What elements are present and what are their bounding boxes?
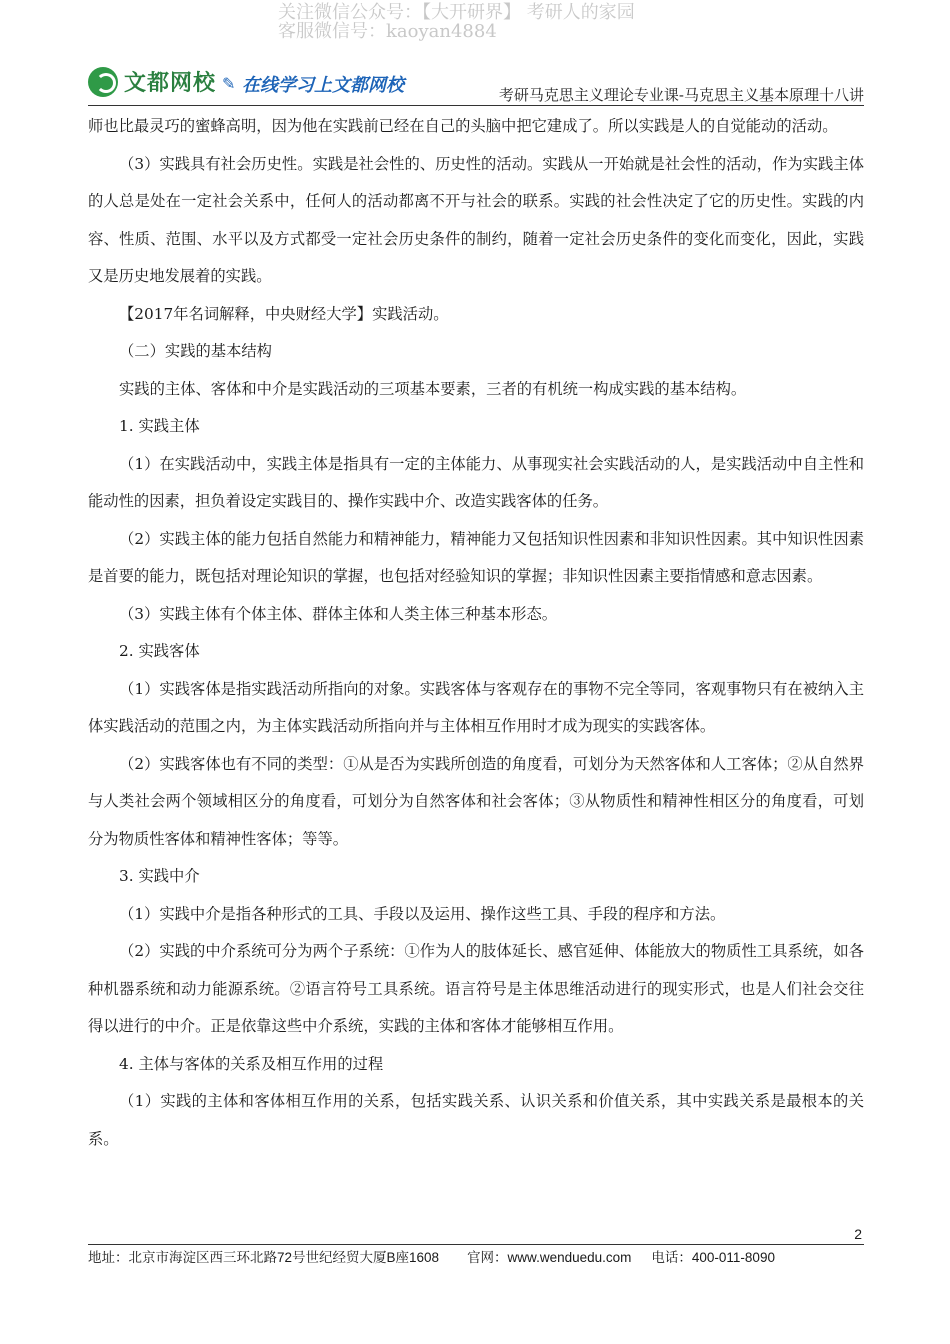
paragraph: 师也比最灵巧的蜜蜂高明，因为他在实践前已经在自己的头脑中把它建成了。所以实践是人的自觉能动的活动。 [88, 117, 838, 135]
paragraph: 4. 主体与客体的关系及相互作用的过程 [119, 1054, 384, 1073]
paragraph: 2. 实践客体 [119, 642, 200, 660]
footer-divider [88, 1244, 864, 1245]
brand-logo [88, 66, 216, 97]
paragraph: 1. 实践主体 [119, 417, 200, 435]
page-footer [88, 1246, 864, 1266]
logo-icon [88, 67, 118, 97]
watermark-line-1: 关注微信公众号：【大开研界】 考研人的家园 [278, 2, 635, 23]
header-divider [88, 105, 864, 106]
page-content [88, 108, 864, 1158]
slogan [222, 71, 404, 97]
slogan-text: 在线学习上文都网校 [242, 75, 404, 96]
paragraph: （3）实践具有社会历史性。实践是社会性的、历史性的活动。实践从一开始就是社会性的活动，作为实践主体的人总是处在一定社会关系中，任何人的活动都离不开与社会的联系。实践的社会性决定了它的历史性。实践的内容、性质、范围、水平以及方式都受一定社会历史条件的制约，随着一定社会历史条件的变化而变化，因此，实践又是历史地发展着的实践。 [88, 154, 864, 285]
paragraph: 【2017年名词解释，中央财经大学】实践活动。 [119, 304, 449, 323]
watermark-line-2: 客服微信号：kaoyan4884 [278, 21, 497, 42]
paragraph: （1）实践的主体和客体相互作用的关系，包括实践关系、认识关系和价值关系，其中实践关系是最根本的关系。 [88, 1092, 864, 1148]
paragraph: （1）在实践活动中，实践主体是指具有一定的主体能力、从事现实社会实践活动的人，是实践活动中自主性和能动性的因素，担负着设定实践目的、操作实践中介、改造实践客体的任务。 [88, 454, 864, 510]
page-number: 2 [854, 1226, 862, 1242]
page-header [88, 62, 864, 106]
paragraph: （2）实践主体的能力包括自然能力和精神能力，精神能力又包括知识性因素和非知识性因素。其中知识性因素是首要的能力，既包括对理论知识的掌握，也包括对经验知识的掌握；非知识性因素主要指情感和意志因素。 [88, 529, 864, 585]
paragraph: （1）实践中介是指各种形式的工具、手段以及运用、操作这些工具、手段的程序和方法。 [119, 904, 726, 923]
paragraph: 实践的主体、客体和中介是实践活动的三项基本要素，三者的有机统一构成实践的基本结构。 [119, 379, 747, 398]
pen-icon: ✎ [222, 74, 236, 93]
paragraph: （2）实践客体也有不同的类型：①从是否为实践所创造的角度看，可划分为天然客体和人工客体；②从自然界与人类社会两个领域相区分的角度看，可划分为自然客体和社会客体；③从物质性和精神性相区分的角度看，可划分为物质性客体和精神性客体；等等。 [88, 754, 864, 848]
paragraph: 3. 实践中介 [119, 867, 200, 885]
paragraph: （3）实践主体有个体主体、群体主体和人类主体三种基本形态。 [119, 604, 558, 623]
logo-text: 文都网校 [124, 71, 217, 96]
footer-website: 官网：www.wenduedu.com [467, 1250, 632, 1265]
paragraph: （2）实践的中介系统可分为两个子系统：①作为人的肢体延长、感官延伸、体能放大的物质性工具系统，如各种机器系统和动力能源系统。②语言符号工具系统。语言符号是主体思维活动进行的现实形式，也是人们社会交往得以进行的中介。正是依靠这些中介系统，实践的主体和客体才能够相互作用。 [88, 942, 864, 1035]
footer-phone: 电话：400-011-8090 [651, 1250, 775, 1265]
document-title: 考研马克思主义理论专业课-马克思主义基本原理十八讲 [498, 86, 864, 104]
footer-address: 地址：北京市海淀区西三环北路72号世纪经贸大厦B座1608 [88, 1250, 440, 1265]
paragraph: （1）实践客体是指实践活动所指向的对象。实践客体与客观存在的事物不完全等同，客观事物只有在被纳入主体实践活动的范围之内，为主体实践活动所指向并与主体相互作用时才成为现实的实践客体。 [88, 679, 864, 735]
paragraph: （二）实践的基本结构 [119, 342, 272, 360]
